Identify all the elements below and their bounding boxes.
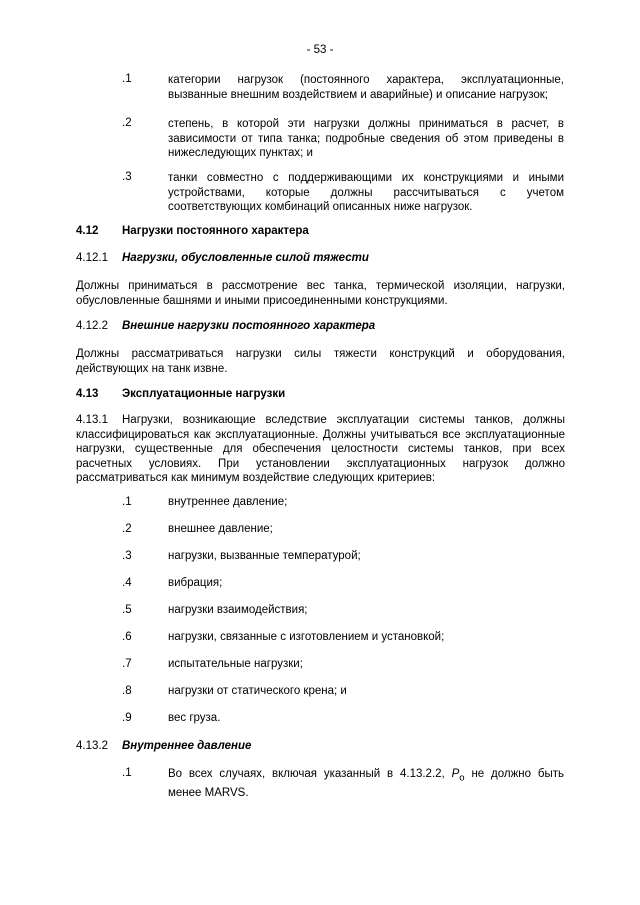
criteria-2-number: .2 <box>122 523 132 535</box>
criteria-4-text: вибрация; <box>168 577 223 589</box>
item-3-text: танки совместно с поддерживающими их конструкциями и иными устройствами, которые должны рассчитываться с учетом соответствующих комбинаций описанных ниже нагрузок. <box>168 172 564 213</box>
item-2-text: степень, в которой эти нагрузки должны приниматься в расчет, в зависимости от типа танка; подробные сведения об этом приведены в нижеследующих пунктах; и <box>168 118 564 159</box>
pressure-subscript: o <box>459 772 465 784</box>
criteria-4-number: .4 <box>122 577 132 589</box>
section-4-12-2-title: Внешние нагрузки постоянного характера <box>122 320 376 332</box>
section-4-12-2-number: 4.12.2 <box>76 320 108 332</box>
item-3-number: .3 <box>122 171 132 183</box>
criteria-1-text: внутреннее давление; <box>168 496 288 508</box>
criteria-9-text: вес груза. <box>168 712 221 724</box>
last-item-text-after: не должно быть менее MARVS. <box>168 768 564 799</box>
section-4-13-2-title: Внутреннее давление <box>122 740 252 752</box>
section-4-12-number: 4.12 <box>76 225 99 237</box>
criteria-3-text: нагрузки, вызванные температурой; <box>168 550 361 562</box>
criteria-6-text: нагрузки, связанные с изготовлением и установкой; <box>168 631 445 643</box>
item-1-number: .1 <box>122 73 132 85</box>
criteria-8-text: нагрузки от статического крена; и <box>168 685 347 697</box>
criteria-7-text: испытательные нагрузки; <box>168 658 303 670</box>
section-4-12-1-text: Должны приниматься в рассмотрение вес танка, термической изоляции, нагрузки, обусловленные башнями и иными присоединенными конструкциями. <box>76 280 565 307</box>
criteria-9-number: .9 <box>122 712 132 724</box>
section-4-13-1-number: 4.13.1 <box>76 414 108 426</box>
criteria-6-number: .6 <box>122 631 132 643</box>
section-4-12-title: Нагрузки постоянного характера <box>122 225 309 237</box>
criteria-2-text: внешнее давление; <box>168 523 273 535</box>
section-4-13-number: 4.13 <box>76 388 99 400</box>
pressure-symbol: P <box>451 768 460 780</box>
criteria-1-number: .1 <box>122 496 132 508</box>
criteria-8-number: .8 <box>122 685 132 697</box>
section-4-13-title: Эксплуатационные нагрузки <box>122 388 286 400</box>
section-4-12-2-text: Должны рассматриваться нагрузки силы тяжести конструкций и оборудования, действующих на танк извне. <box>76 348 565 375</box>
criteria-5-text: нагрузки взаимодействия; <box>168 604 308 616</box>
last-item-number: .1 <box>122 767 132 779</box>
criteria-5-number: .5 <box>122 604 132 616</box>
item-1-text: категории нагрузок (постоянного характера, эксплуатационные, вызванные внешним воздействием и аварийные) и описание нагрузок; <box>168 74 564 101</box>
section-4-12-1-number: 4.12.1 <box>76 252 108 264</box>
section-4-12-1-title: Нагрузки, обусловленные силой тяжести <box>122 252 369 264</box>
criteria-7-number: .7 <box>122 658 132 670</box>
page-number: - 53 - <box>306 44 334 56</box>
last-item-text-before: Во всех случаях, включая указанный в 4.13.2.2, <box>168 768 452 780</box>
item-2-number: .2 <box>122 117 132 129</box>
criteria-3-number: .3 <box>122 550 132 562</box>
section-4-13-1-paragraph <box>76 413 565 486</box>
last-item-text <box>168 767 564 800</box>
section-4-13-2-number: 4.13.2 <box>76 740 108 752</box>
section-4-13-1-text: Нагрузки, возникающие вследствие эксплуатации системы танков, должны классифицироваться как эксплуатационные. Должны учитываться все эксплуатационные нагрузки, существенные для обеспечения целостности системы танков, при всех расчетных условиях. При установлении эксплуатационных нагрузок должно рассматриваться как минимум воздействие следующих критериев: <box>76 414 565 484</box>
